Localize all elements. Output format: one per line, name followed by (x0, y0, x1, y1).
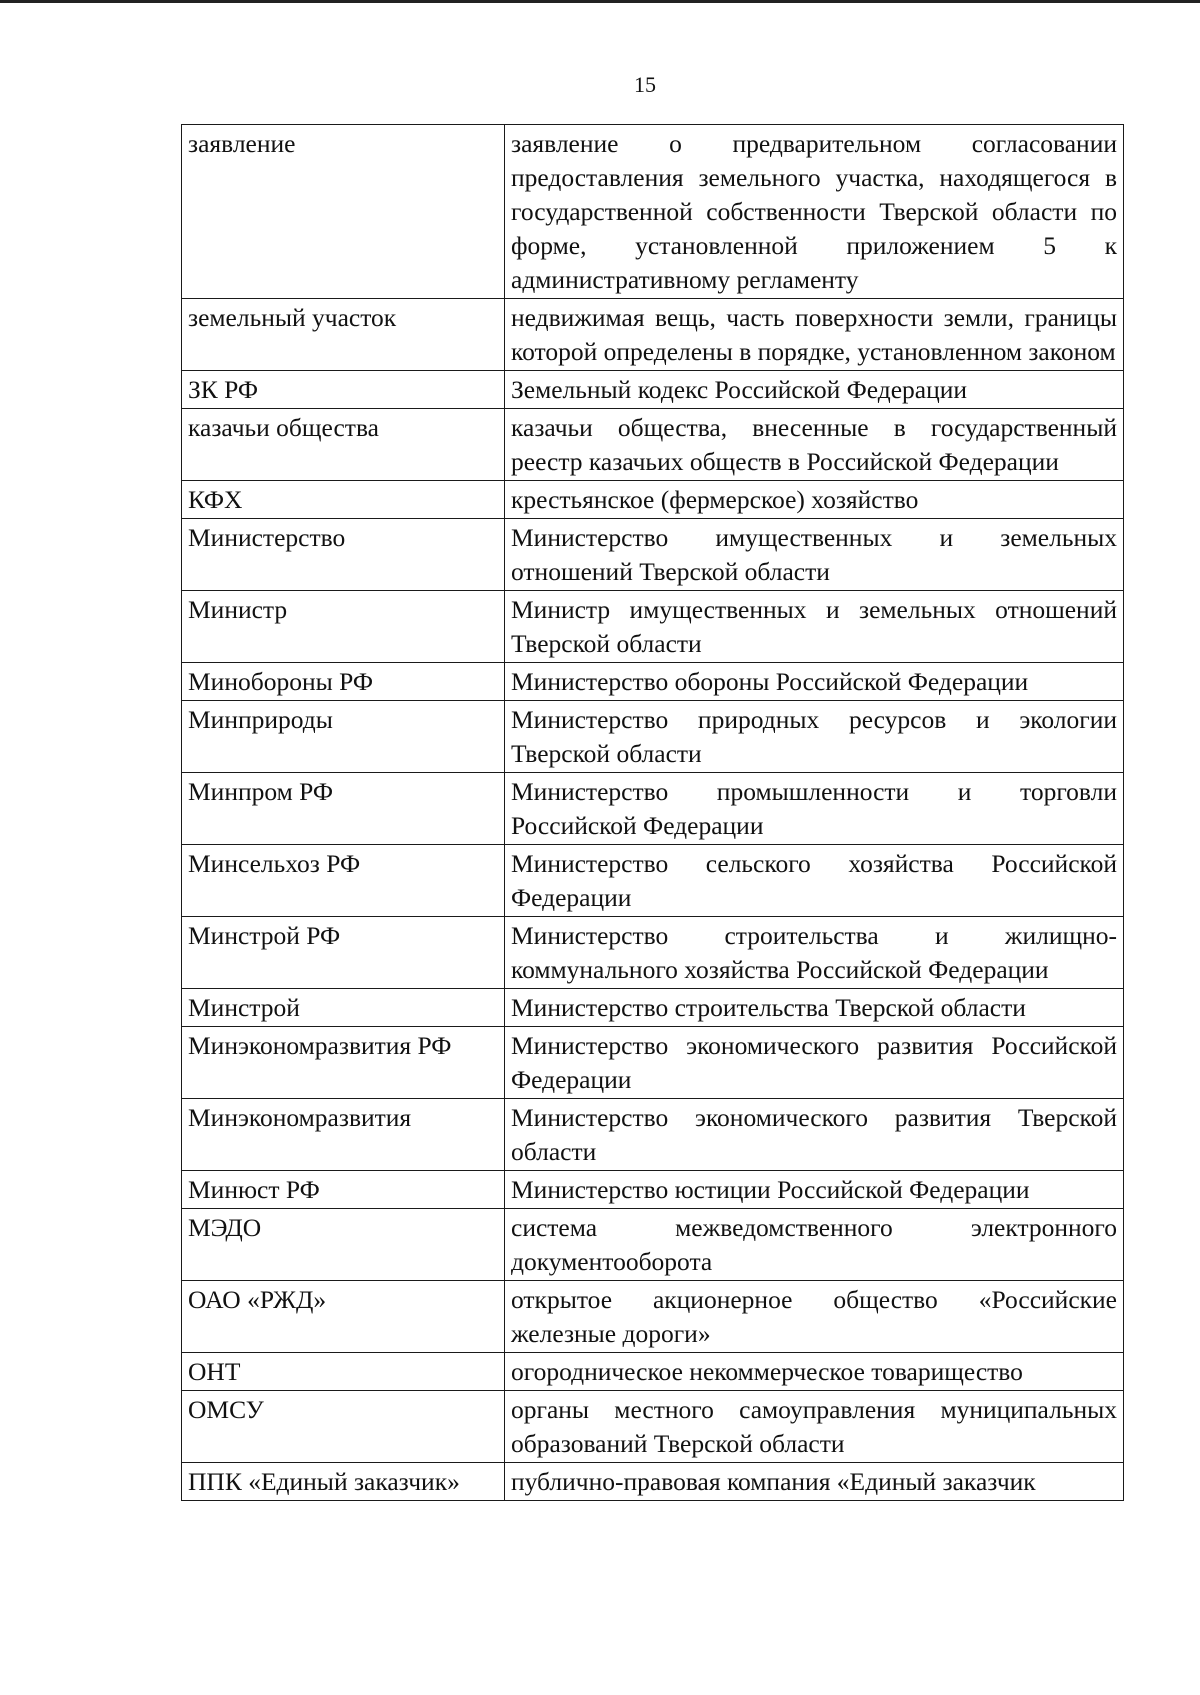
definition-cell: Министерство обороны Российской Федерации (505, 663, 1124, 701)
table-body (182, 125, 1124, 1501)
table-row (182, 1281, 1124, 1353)
definition-cell: публично-правовая компания «Единый заказчик (505, 1463, 1124, 1501)
definition-cell: Министерство сельского хозяйства Российской Федерации (505, 845, 1124, 917)
definition-cell: Министерство строительства и жилищно-коммунального хозяйства Российской Федерации (505, 917, 1124, 989)
term-cell: ОАО «РЖД» (182, 1281, 505, 1353)
term-cell: Минэкономразвития (182, 1099, 505, 1171)
definition-cell: Министерство экономического развития Российской Федерации (505, 1027, 1124, 1099)
term-cell: ЗК РФ (182, 371, 505, 409)
definition-cell: крестьянское (фермерское) хозяйство (505, 481, 1124, 519)
term-cell: Минпром РФ (182, 773, 505, 845)
term-cell: ОМСУ (182, 1391, 505, 1463)
term-cell: Министерство (182, 519, 505, 591)
term-cell: Минстрой РФ (182, 917, 505, 989)
table-row (182, 591, 1124, 663)
table-row (182, 1463, 1124, 1501)
definition-cell: система межведомственного электронного документооборота (505, 1209, 1124, 1281)
definition-cell: Министерство юстиции Российской Федерации (505, 1171, 1124, 1209)
table-row (182, 125, 1124, 299)
term-cell: Минстрой (182, 989, 505, 1027)
table-row (182, 773, 1124, 845)
term-cell: Минприроды (182, 701, 505, 773)
definition-cell: недвижимая вещь, часть поверхности земли, границы которой определены в порядке, установленном законом (505, 299, 1124, 371)
definition-cell: Министерство имущественных и земельных отношений Тверской области (505, 519, 1124, 591)
definition-cell: Министр имущественных и земельных отношений Тверской области (505, 591, 1124, 663)
table-row (182, 1353, 1124, 1391)
definition-cell: Министерство строительства Тверской области (505, 989, 1124, 1027)
table-row (182, 701, 1124, 773)
term-cell: ППК «Единый заказчик» (182, 1463, 505, 1501)
term-cell: КФХ (182, 481, 505, 519)
definition-cell: заявление о предварительном согласовании предоставления земельного участка, находящегося в государственной собственности Тверской области по форме, установленной приложением 5 к административному регламенту (505, 125, 1124, 299)
table-row (182, 845, 1124, 917)
abbreviations-table (181, 124, 1124, 1501)
term-cell: заявление (182, 125, 505, 299)
term-cell: МЭДО (182, 1209, 505, 1281)
term-cell: ОНТ (182, 1353, 505, 1391)
table-row (182, 371, 1124, 409)
table-row (182, 409, 1124, 481)
page-number: 15 (634, 72, 656, 97)
definition-cell: органы местного самоуправления муниципальных образований Тверской области (505, 1391, 1124, 1463)
table-row (182, 1209, 1124, 1281)
definition-cell: Земельный кодекс Российской Федерации (505, 371, 1124, 409)
definition-cell: Министерство промышленности и торговли Российской Федерации (505, 773, 1124, 845)
definition-cell: Министерство природных ресурсов и экологии Тверской области (505, 701, 1124, 773)
term-cell: земельный участок (182, 299, 505, 371)
table-row (182, 989, 1124, 1027)
definition-cell: казачьи общества, внесенные в государственный реестр казачьих обществ в Российской Федерации (505, 409, 1124, 481)
definition-cell: открытое акционерное общество «Российские железные дороги» (505, 1281, 1124, 1353)
table-row (182, 663, 1124, 701)
term-cell: казачьи общества (182, 409, 505, 481)
top-border-line (0, 0, 1200, 3)
term-cell: Минэкономразвития РФ (182, 1027, 505, 1099)
table-row (182, 1391, 1124, 1463)
table-row (182, 917, 1124, 989)
table-row (182, 481, 1124, 519)
definition-cell: огородническое некоммерческое товарищество (505, 1353, 1124, 1391)
term-cell: Минсельхоз РФ (182, 845, 505, 917)
term-cell: Министр (182, 591, 505, 663)
table-row (182, 1099, 1124, 1171)
table-row (182, 519, 1124, 591)
table-row (182, 1171, 1124, 1209)
table-row (182, 1027, 1124, 1099)
term-cell: Минюст РФ (182, 1171, 505, 1209)
table-row (182, 299, 1124, 371)
definition-cell: Министерство экономического развития Тверской области (505, 1099, 1124, 1171)
term-cell: Минобороны РФ (182, 663, 505, 701)
